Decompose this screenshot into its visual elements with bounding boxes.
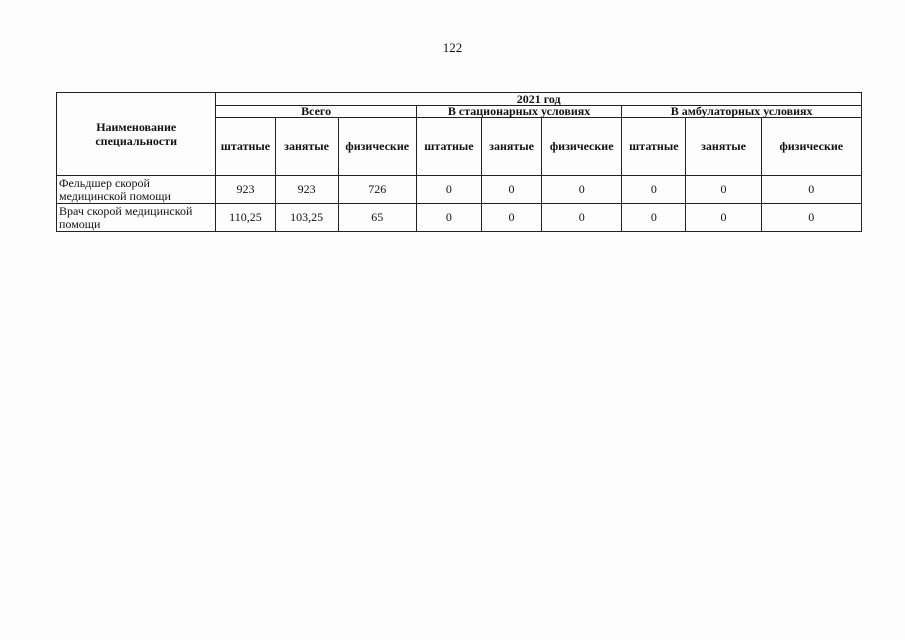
table-cell: 0	[761, 204, 861, 232]
subheader-physical: физические	[338, 118, 416, 176]
subheader-physical: физические	[542, 118, 622, 176]
table-row	[57, 176, 862, 204]
table-cell: 0	[542, 176, 622, 204]
table-cell: 65	[338, 204, 416, 232]
specialty-name: Врач скорой медицинской помощи	[57, 204, 216, 232]
page-number: 122	[442, 40, 463, 55]
table-cell: 923	[275, 176, 338, 204]
group-header-inpatient: В стационарных условиях	[416, 106, 621, 118]
group-header-outpatient: В амбулаторных условиях	[622, 106, 862, 118]
table-cell: 0	[622, 176, 686, 204]
table-cell: 0	[686, 204, 761, 232]
table-cell: 0	[416, 204, 481, 232]
table-cell: 0	[416, 176, 481, 204]
subheader-staff: штатные	[416, 118, 481, 176]
table-cell: 0	[481, 176, 541, 204]
specialty-name-header: Наименование специальности	[57, 93, 216, 176]
table-cell: 0	[686, 176, 761, 204]
group-header-total: Всего	[216, 106, 416, 118]
table-cell: 0	[761, 176, 861, 204]
table-cell: 726	[338, 176, 416, 204]
table-cell: 923	[216, 176, 275, 204]
table-cell: 110,25	[216, 204, 275, 232]
table-row	[57, 204, 862, 232]
subheader-occupied: занятые	[481, 118, 541, 176]
table-cell: 0	[481, 204, 541, 232]
subheader-physical: физические	[761, 118, 861, 176]
subheader-occupied: занятые	[275, 118, 338, 176]
specialty-name: Фельдшер скорой медицинской помощи	[57, 176, 216, 204]
staffing-table	[56, 92, 862, 232]
year-header: 2021 год	[216, 93, 862, 106]
table-cell: 0	[542, 204, 622, 232]
table-cell: 103,25	[275, 204, 338, 232]
subheader-staff: штатные	[216, 118, 275, 176]
subheader-occupied: занятые	[686, 118, 761, 176]
subheader-staff: штатные	[622, 118, 686, 176]
table-cell: 0	[622, 204, 686, 232]
